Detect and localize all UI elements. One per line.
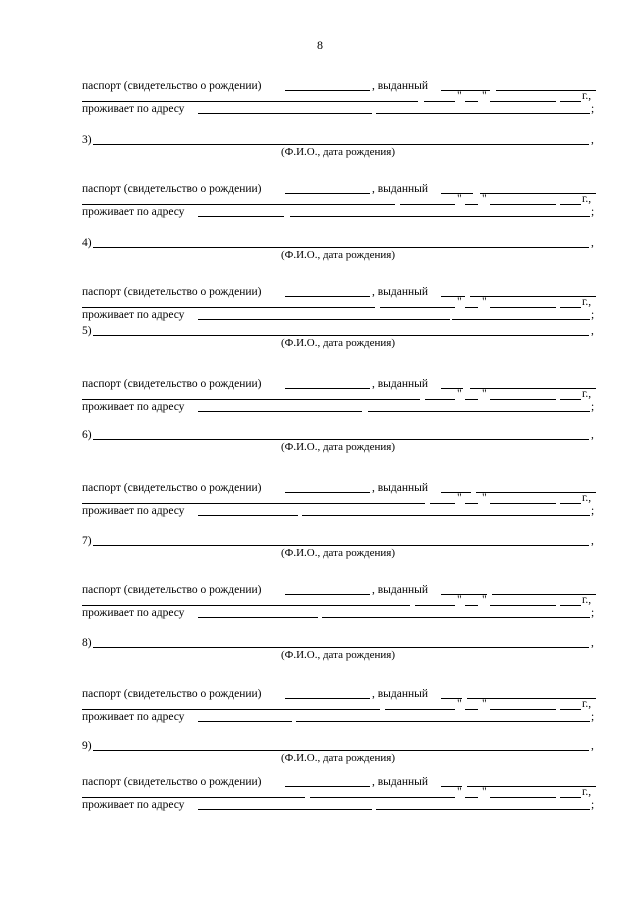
address-label: проживает по адресу — [82, 607, 185, 619]
issue-month-field[interactable] — [490, 204, 556, 205]
address-field[interactable] — [198, 216, 284, 217]
issue-year-field[interactable] — [560, 709, 581, 710]
passport-label: паспорт (свидетельство о рождении) — [82, 482, 262, 494]
address-field[interactable] — [452, 319, 590, 320]
address-label: проживает по адресу — [82, 505, 185, 517]
full-name-field[interactable] — [93, 545, 589, 546]
passport-number-field[interactable] — [285, 594, 370, 595]
quote-mark: " — [482, 296, 487, 308]
person-number: 4) — [82, 237, 92, 249]
passport-number-field[interactable] — [285, 296, 370, 297]
quote-mark: " — [482, 698, 487, 710]
passport-label: паспорт (свидетельство о рождении) — [82, 378, 262, 390]
issue-day-field[interactable] — [465, 399, 478, 400]
full-name-field[interactable] — [93, 247, 589, 248]
issue-year-field[interactable] — [560, 399, 581, 400]
semicolon: ; — [591, 799, 595, 811]
address-field[interactable] — [302, 515, 590, 516]
issue-day-field[interactable] — [465, 797, 478, 798]
address-field[interactable] — [322, 617, 590, 618]
semicolon: ; — [591, 505, 595, 517]
issued-by-field[interactable] — [82, 797, 305, 798]
address-label: проживает по адресу — [82, 206, 185, 218]
person-number: 9) — [82, 740, 92, 752]
issued-by-field[interactable] — [424, 101, 455, 102]
address-field[interactable] — [376, 113, 590, 114]
passport-number-field[interactable] — [285, 786, 370, 787]
issued-by-field[interactable] — [441, 492, 471, 493]
page-number: 8 — [317, 38, 323, 52]
passport-label: паспорт (свидетельство о рождении) — [82, 688, 262, 700]
year-label: г., — [582, 594, 592, 606]
issue-month-field[interactable] — [490, 709, 556, 710]
semicolon: ; — [591, 206, 595, 218]
person-number: 5) — [82, 325, 92, 337]
address-label: проживает по адресу — [82, 103, 185, 115]
comma: , — [591, 134, 594, 146]
address-field[interactable] — [198, 809, 372, 810]
year-label: г., — [582, 296, 592, 308]
issued-label: , выданный — [372, 378, 429, 390]
passport-number-field[interactable] — [285, 492, 370, 493]
address-field[interactable] — [296, 721, 590, 722]
address-label: проживает по адресу — [82, 309, 185, 321]
year-label: г., — [582, 786, 592, 798]
person-number: 6) — [82, 429, 92, 441]
issued-by-field[interactable] — [82, 503, 425, 504]
issued-label: , выданный — [372, 286, 429, 298]
issued-by-field[interactable] — [476, 492, 596, 493]
address-label: проживает по адресу — [82, 799, 185, 811]
issued-by-field[interactable] — [470, 388, 596, 389]
full-name-field[interactable] — [93, 335, 589, 336]
year-label: г., — [582, 90, 592, 102]
full-name-field[interactable] — [93, 647, 589, 648]
full-name-field[interactable] — [93, 750, 589, 751]
year-label: г., — [582, 388, 592, 400]
year-label: г., — [582, 492, 592, 504]
issue-year-field[interactable] — [560, 605, 581, 606]
quote-mark: " — [482, 90, 487, 102]
issue-day-field[interactable] — [465, 307, 478, 308]
issue-day-field[interactable] — [465, 101, 478, 102]
issued-label: , выданный — [372, 776, 429, 788]
comma: , — [591, 429, 594, 441]
issued-label: , выданный — [372, 688, 429, 700]
issue-month-field[interactable] — [490, 797, 556, 798]
passport-label: паспорт (свидетельство о рождении) — [82, 183, 262, 195]
full-name-caption: (Ф.И.О., дата рождения) — [280, 337, 396, 349]
passport-number-field[interactable] — [285, 698, 370, 699]
passport-label: паспорт (свидетельство о рождении) — [82, 776, 262, 788]
issue-month-field[interactable] — [490, 503, 556, 504]
issued-by-field[interactable] — [441, 594, 487, 595]
address-field[interactable] — [198, 411, 362, 412]
quote-mark: " — [457, 786, 462, 798]
issued-by-field[interactable] — [425, 399, 455, 400]
semicolon: ; — [591, 309, 595, 321]
issued-by-field[interactable] — [380, 307, 455, 308]
issue-day-field[interactable] — [465, 709, 478, 710]
address-field[interactable] — [376, 809, 590, 810]
full-name-caption: (Ф.И.О., дата рождения) — [280, 146, 396, 158]
passport-label: паспорт (свидетельство о рождении) — [82, 286, 262, 298]
issued-by-field[interactable] — [430, 503, 455, 504]
issue-year-field[interactable] — [560, 307, 581, 308]
quote-mark: " — [457, 594, 462, 606]
issue-year-field[interactable] — [560, 204, 581, 205]
address-field[interactable] — [198, 515, 298, 516]
full-name-field[interactable] — [93, 439, 589, 440]
issued-by-field[interactable] — [492, 594, 596, 595]
issue-month-field[interactable] — [490, 101, 556, 102]
issue-year-field[interactable] — [560, 797, 581, 798]
full-name-caption: (Ф.И.О., дата рождения) — [280, 649, 396, 661]
issued-by-field[interactable] — [82, 709, 380, 710]
person-number: 8) — [82, 637, 92, 649]
issued-by-field[interactable] — [310, 797, 455, 798]
issued-by-field[interactable] — [480, 193, 596, 194]
full-name-caption: (Ф.И.О., дата рождения) — [280, 547, 396, 559]
quote-mark: " — [457, 388, 462, 400]
quote-mark: " — [457, 698, 462, 710]
address-field[interactable] — [290, 216, 590, 217]
address-field[interactable] — [368, 411, 590, 412]
quote-mark: " — [482, 786, 487, 798]
full-name-caption: (Ф.И.О., дата рождения) — [280, 752, 396, 764]
passport-label: паспорт (свидетельство о рождении) — [82, 584, 262, 596]
comma: , — [591, 637, 594, 649]
passport-number-field[interactable] — [285, 388, 370, 389]
comma: , — [591, 325, 594, 337]
passport-label: паспорт (свидетельство о рождении) — [82, 80, 262, 92]
semicolon: ; — [591, 711, 595, 723]
quote-mark: " — [457, 90, 462, 102]
passport-number-field[interactable] — [285, 90, 370, 91]
quote-mark: " — [482, 193, 487, 205]
semicolon: ; — [591, 607, 595, 619]
quote-mark: " — [482, 492, 487, 504]
issue-month-field[interactable] — [490, 605, 556, 606]
issued-by-field[interactable] — [470, 296, 596, 297]
address-field[interactable] — [198, 113, 372, 114]
issue-month-field[interactable] — [490, 307, 556, 308]
address-field[interactable] — [198, 721, 292, 722]
issued-by-field[interactable] — [82, 399, 420, 400]
comma: , — [591, 535, 594, 547]
year-label: г., — [582, 698, 592, 710]
issued-by-field[interactable] — [400, 204, 455, 205]
passport-number-field[interactable] — [285, 193, 370, 194]
issued-label: , выданный — [372, 183, 429, 195]
address-label: проживает по адресу — [82, 711, 185, 723]
comma: , — [591, 740, 594, 752]
issued-by-field[interactable] — [82, 204, 395, 205]
issue-day-field[interactable] — [465, 503, 478, 504]
quote-mark: " — [457, 193, 462, 205]
full-name-caption: (Ф.И.О., дата рождения) — [280, 249, 396, 261]
year-label: г., — [582, 193, 592, 205]
issue-day-field[interactable] — [465, 605, 478, 606]
issue-year-field[interactable] — [560, 101, 581, 102]
issued-by-field[interactable] — [415, 605, 455, 606]
issued-by-field[interactable] — [82, 605, 410, 606]
issued-by-field[interactable] — [385, 709, 455, 710]
issue-month-field[interactable] — [490, 399, 556, 400]
issue-day-field[interactable] — [465, 204, 478, 205]
quote-mark: " — [482, 594, 487, 606]
comma: , — [591, 237, 594, 249]
quote-mark: " — [482, 388, 487, 400]
issued-label: , выданный — [372, 482, 429, 494]
address-label: проживает по адресу — [82, 401, 185, 413]
issued-by-field[interactable] — [82, 307, 375, 308]
address-field[interactable] — [198, 319, 450, 320]
full-name-field[interactable] — [93, 144, 589, 145]
issued-label: , выданный — [372, 584, 429, 596]
issued-label: , выданный — [372, 80, 429, 92]
person-number: 3) — [82, 134, 92, 146]
quote-mark: " — [457, 296, 462, 308]
issued-by-field[interactable] — [496, 90, 596, 91]
semicolon: ; — [591, 401, 595, 413]
address-field[interactable] — [198, 617, 318, 618]
full-name-caption: (Ф.И.О., дата рождения) — [280, 441, 396, 453]
semicolon: ; — [591, 103, 595, 115]
issue-year-field[interactable] — [560, 503, 581, 504]
quote-mark: " — [457, 492, 462, 504]
person-number: 7) — [82, 535, 92, 547]
issued-by-field[interactable] — [82, 101, 418, 102]
